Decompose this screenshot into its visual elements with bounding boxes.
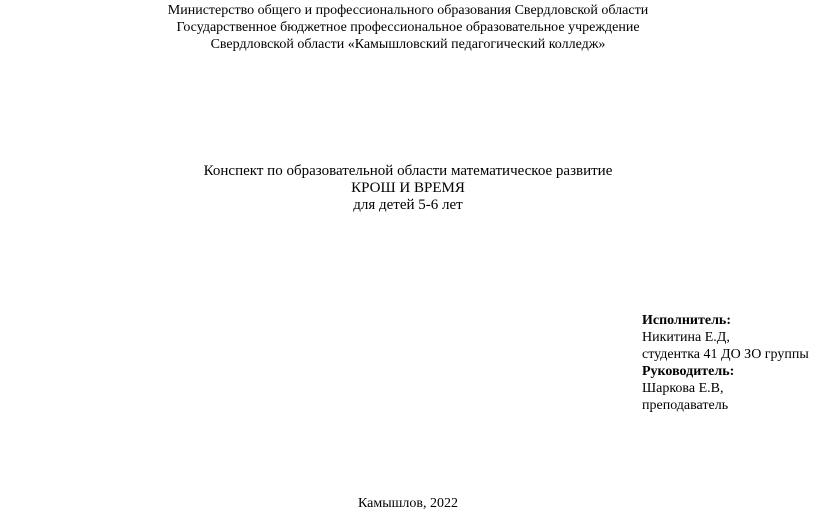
executor-name: Никитина Е.Д,: [642, 330, 730, 345]
supervisor-name: Шаркова Е.В,: [642, 381, 724, 396]
institution-name-line: Свердловской области «Камышловский педагогический колледж»: [210, 37, 606, 52]
executor-label: Исполнитель:: [642, 313, 731, 328]
institution-header: [0, 2, 816, 53]
document-title: Конспект по образовательной области математическое развитие: [203, 163, 613, 179]
target-audience: для детей 5-6 лет: [353, 197, 463, 213]
ministry-line: Министерство общего и профессионального образования Свердловской области: [167, 3, 649, 18]
lesson-topic: КРОШ И ВРЕМЯ: [351, 180, 465, 196]
supervisor-role: преподаватель: [642, 398, 729, 413]
credits-block: [642, 312, 809, 414]
executor-role: студентка 41 ДО ЗО группы: [642, 347, 809, 362]
document-title-block: [0, 163, 816, 214]
supervisor-label: Руководитель:: [642, 364, 735, 379]
institution-type-line: Государственное бюджетное профессиональное образовательное учреждение: [176, 20, 640, 35]
city-year-footer: Камышлов, 2022: [357, 496, 458, 511]
